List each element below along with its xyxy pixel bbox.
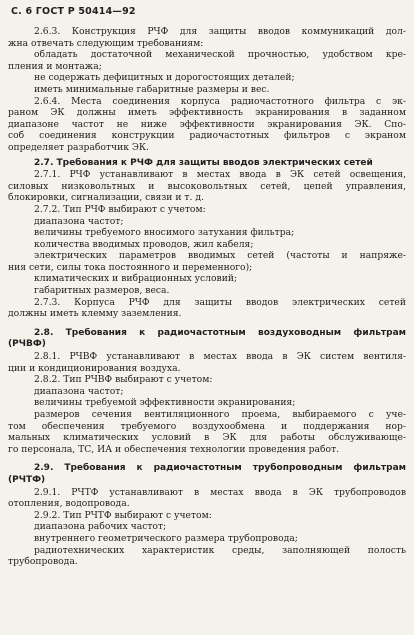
- text-line: 2.8.2. Тип РЧВФ выбирают с учетом:: [34, 374, 213, 386]
- text-line: диапазоне частот не ниже эффективности экранирования ЭК. Спо-: [8, 118, 406, 130]
- text-line: величины требуемой эффективности экранирования;: [34, 397, 296, 409]
- text-line: го персонала, ТС, ИА и обеспечения технологии проведения работ.: [8, 443, 340, 455]
- text-line: блокировки, сигнализации, связи и т. д.: [8, 192, 204, 204]
- text-line: ния сети, силы тока постоянного и переменного);: [8, 261, 253, 273]
- text-line: радиотехнических характеристик среды, заполняющей полость: [34, 544, 406, 556]
- text-line: величины требуемого вносимого затухания фильтра;: [34, 227, 295, 239]
- text-line: отопления, водопровода.: [8, 498, 130, 510]
- text-line: внутреннего геометрического размера трубопровода;: [34, 532, 298, 544]
- text-line: ции и кондиционирования воздуха.: [8, 362, 181, 374]
- text-line: обладать достаточной механической прочностью, удобством кре-: [34, 49, 406, 61]
- text-line: трубопровода.: [8, 556, 78, 568]
- text-line: габаритных размеров, веса.: [34, 285, 170, 297]
- section-heading-line: 2.7. Требования к РЧФ для защиты вводов электрических сетей: [34, 157, 373, 168]
- text-line: диапазона частот;: [34, 385, 124, 397]
- text-line: 2.9.2. Тип РЧТФ выбирают с учетом:: [34, 509, 212, 521]
- text-line: 2.7.3. Корпуса РЧФ для защиты вводов электрических сетей: [34, 296, 406, 308]
- section-heading-line: 2.8. Требования к радиочастотным воздуховодным фильтрам: [34, 327, 406, 338]
- text-line: 2.6.4. Места соединения корпуса радиочастотного фильтра с эк-: [34, 95, 406, 107]
- text-line: пления и монтажа;: [8, 60, 102, 72]
- text-line: жна отвечать следующим требованиям:: [8, 37, 204, 49]
- text-line: том обеспечения требуемого воздухообмена и поддержания нор-: [8, 420, 406, 432]
- text-line: размеров сечения вентиляционного проема, выбираемого с уче-: [34, 409, 406, 420]
- text-line: мальных климатических условий в ЭК для работы обслуживающе-: [8, 432, 406, 444]
- text-line: климатических и вибрационных условий;: [34, 273, 238, 285]
- text-line: 2.9.1. РЧТФ устанавливают в местах ввода в ЭК трубопроводов: [34, 486, 406, 498]
- text-line: 2.7.1. РЧФ устанавливают в местах ввода в ЭК сетей освещения,: [34, 169, 406, 181]
- text-line: 2.7.2. Тип РЧФ выбирают с учетом:: [34, 203, 206, 215]
- section-heading-line: (РЧТФ): [8, 474, 46, 485]
- text-line: иметь минимальные габаритные размеры и вес.: [34, 83, 270, 95]
- section-heading-line: 2.9. Требования к радиочастотным трубопроводным фильтрам: [34, 463, 406, 474]
- section-heading-line: (РЧВФ): [8, 339, 46, 350]
- text-line: раном ЭК должны иметь эффективность экранирования в заданном: [8, 107, 406, 119]
- text-line: диапазона частот;: [34, 215, 124, 227]
- text-line: соб соединения конструкции радиочастотных фильтров с экраном: [8, 130, 406, 142]
- document-body: [8, 26, 406, 568]
- text-line: должны иметь клемму заземления.: [8, 308, 182, 320]
- text-line: электрических параметров вводимых сетей (частоты и напряже-: [34, 250, 406, 262]
- text-line: диапазона рабочих частот;: [34, 521, 167, 533]
- text-line: не содержать дефицитных и дорогостоящих деталей;: [34, 72, 295, 84]
- text-line: определяет разработчик ЭК.: [8, 141, 149, 153]
- text-line: 2.8.1. РЧВФ устанавливают в местах ввода в ЭК систем вентиля-: [34, 351, 406, 363]
- text-line: 2.6.3. Конструкция РЧФ для защиты вводов коммуникаций дол-: [34, 26, 406, 37]
- page-header: С. 6 ГОСТ Р 50414—92: [11, 6, 136, 17]
- text-line: количества вводимых проводов, жил кабеля;: [34, 238, 254, 250]
- text-line: силовых низковольтных и высоковольтных сетей, цепей управления,: [8, 180, 406, 192]
